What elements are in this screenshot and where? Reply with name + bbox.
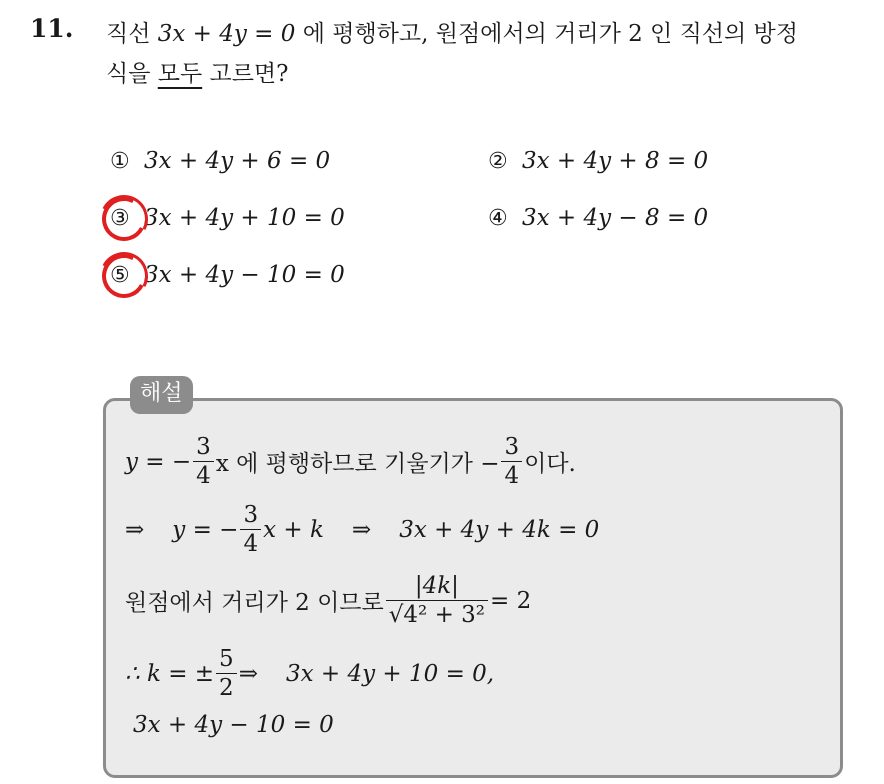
question-equation: 3x + 4y = 0 <box>157 21 296 47</box>
fraction-distance <box>386 572 488 629</box>
implies-arrow: ⇒ <box>351 516 372 543</box>
frac-numerator: 3 <box>504 434 520 460</box>
red-circle-mark-choice-5 <box>96 248 151 303</box>
sol-equation: 3x + 4y + 10 = 0, <box>285 660 495 687</box>
choice-number: ⑤ <box>110 263 130 288</box>
choice-number: ③ <box>110 206 130 231</box>
choice-equation: 3x + 4y − 8 = 0 <box>522 205 709 231</box>
question-underlined-word: 모두 <box>157 61 203 87</box>
choice-number: ④ <box>488 206 508 231</box>
question-text-2: 에 평행하고, 원점에서의 거리가 2 인 직선의 방정 <box>295 21 798 47</box>
solution-line-3 <box>125 572 531 629</box>
sol-text: x + k <box>263 516 324 543</box>
sol-text: x 에 평행하므로 기울기가 − <box>215 451 500 477</box>
frac-numerator: |4k| <box>414 573 459 599</box>
choice-equation: 3x + 4y − 10 = 0 <box>144 262 345 288</box>
choice-4[interactable] <box>488 202 708 234</box>
solution-tab-label: 해설 <box>130 376 193 414</box>
frac-numerator: 3 <box>243 502 259 528</box>
solution-line-1 <box>125 433 576 490</box>
question-text-4: 고르면? <box>202 61 289 87</box>
fraction-three-quarters <box>501 433 522 490</box>
sol-equation: 3x + 4y + 4k = 0 <box>399 516 600 543</box>
sol-text: y = − <box>125 448 192 475</box>
solution-line-2 <box>125 501 599 558</box>
implies-arrow: ⇒ <box>125 516 145 543</box>
question-text <box>106 14 866 94</box>
choice-equation: 3x + 4y + 8 = 0 <box>522 148 709 174</box>
fraction-five-halves <box>216 645 237 702</box>
solution-line-4 <box>125 645 494 702</box>
choice-equation: 3x + 4y + 6 = 0 <box>144 148 331 174</box>
frac-denominator: 4 <box>193 461 214 490</box>
frac-denominator: 4 <box>240 529 261 558</box>
frac-denominator: 2 <box>216 673 237 702</box>
frac-numerator: 5 <box>219 646 234 672</box>
red-circle-mark-choice-3 <box>96 191 151 246</box>
choice-number: ② <box>488 149 508 174</box>
sol-text: 원점에서 거리가 2 이므로 <box>125 590 384 616</box>
sol-text: 이다. <box>524 451 576 477</box>
sol-text: = 2 <box>490 587 532 614</box>
fraction-three-quarters <box>193 433 214 490</box>
choice-2[interactable] <box>488 145 708 177</box>
choice-equation: 3x + 4y + 10 = 0 <box>144 205 345 231</box>
question-text-1: 직선 <box>106 21 158 47</box>
choice-1[interactable] <box>110 145 330 177</box>
frac-denominator: √4² + 3² <box>386 600 488 629</box>
frac-denominator: 4 <box>501 461 522 490</box>
sol-text: y = − <box>172 516 239 543</box>
question-text-3: 식을 <box>106 61 158 87</box>
fraction-three-quarters <box>240 501 261 558</box>
implies-arrow: ⇒ <box>238 660 258 687</box>
sol-text: ∴ k = ± <box>125 660 215 687</box>
frac-numerator: 3 <box>196 434 211 460</box>
sol-equation: 3x + 4y − 10 = 0 <box>133 712 334 738</box>
question-number: 11. <box>30 14 74 43</box>
choice-number: ① <box>110 149 130 174</box>
solution-line-5 <box>133 712 334 738</box>
